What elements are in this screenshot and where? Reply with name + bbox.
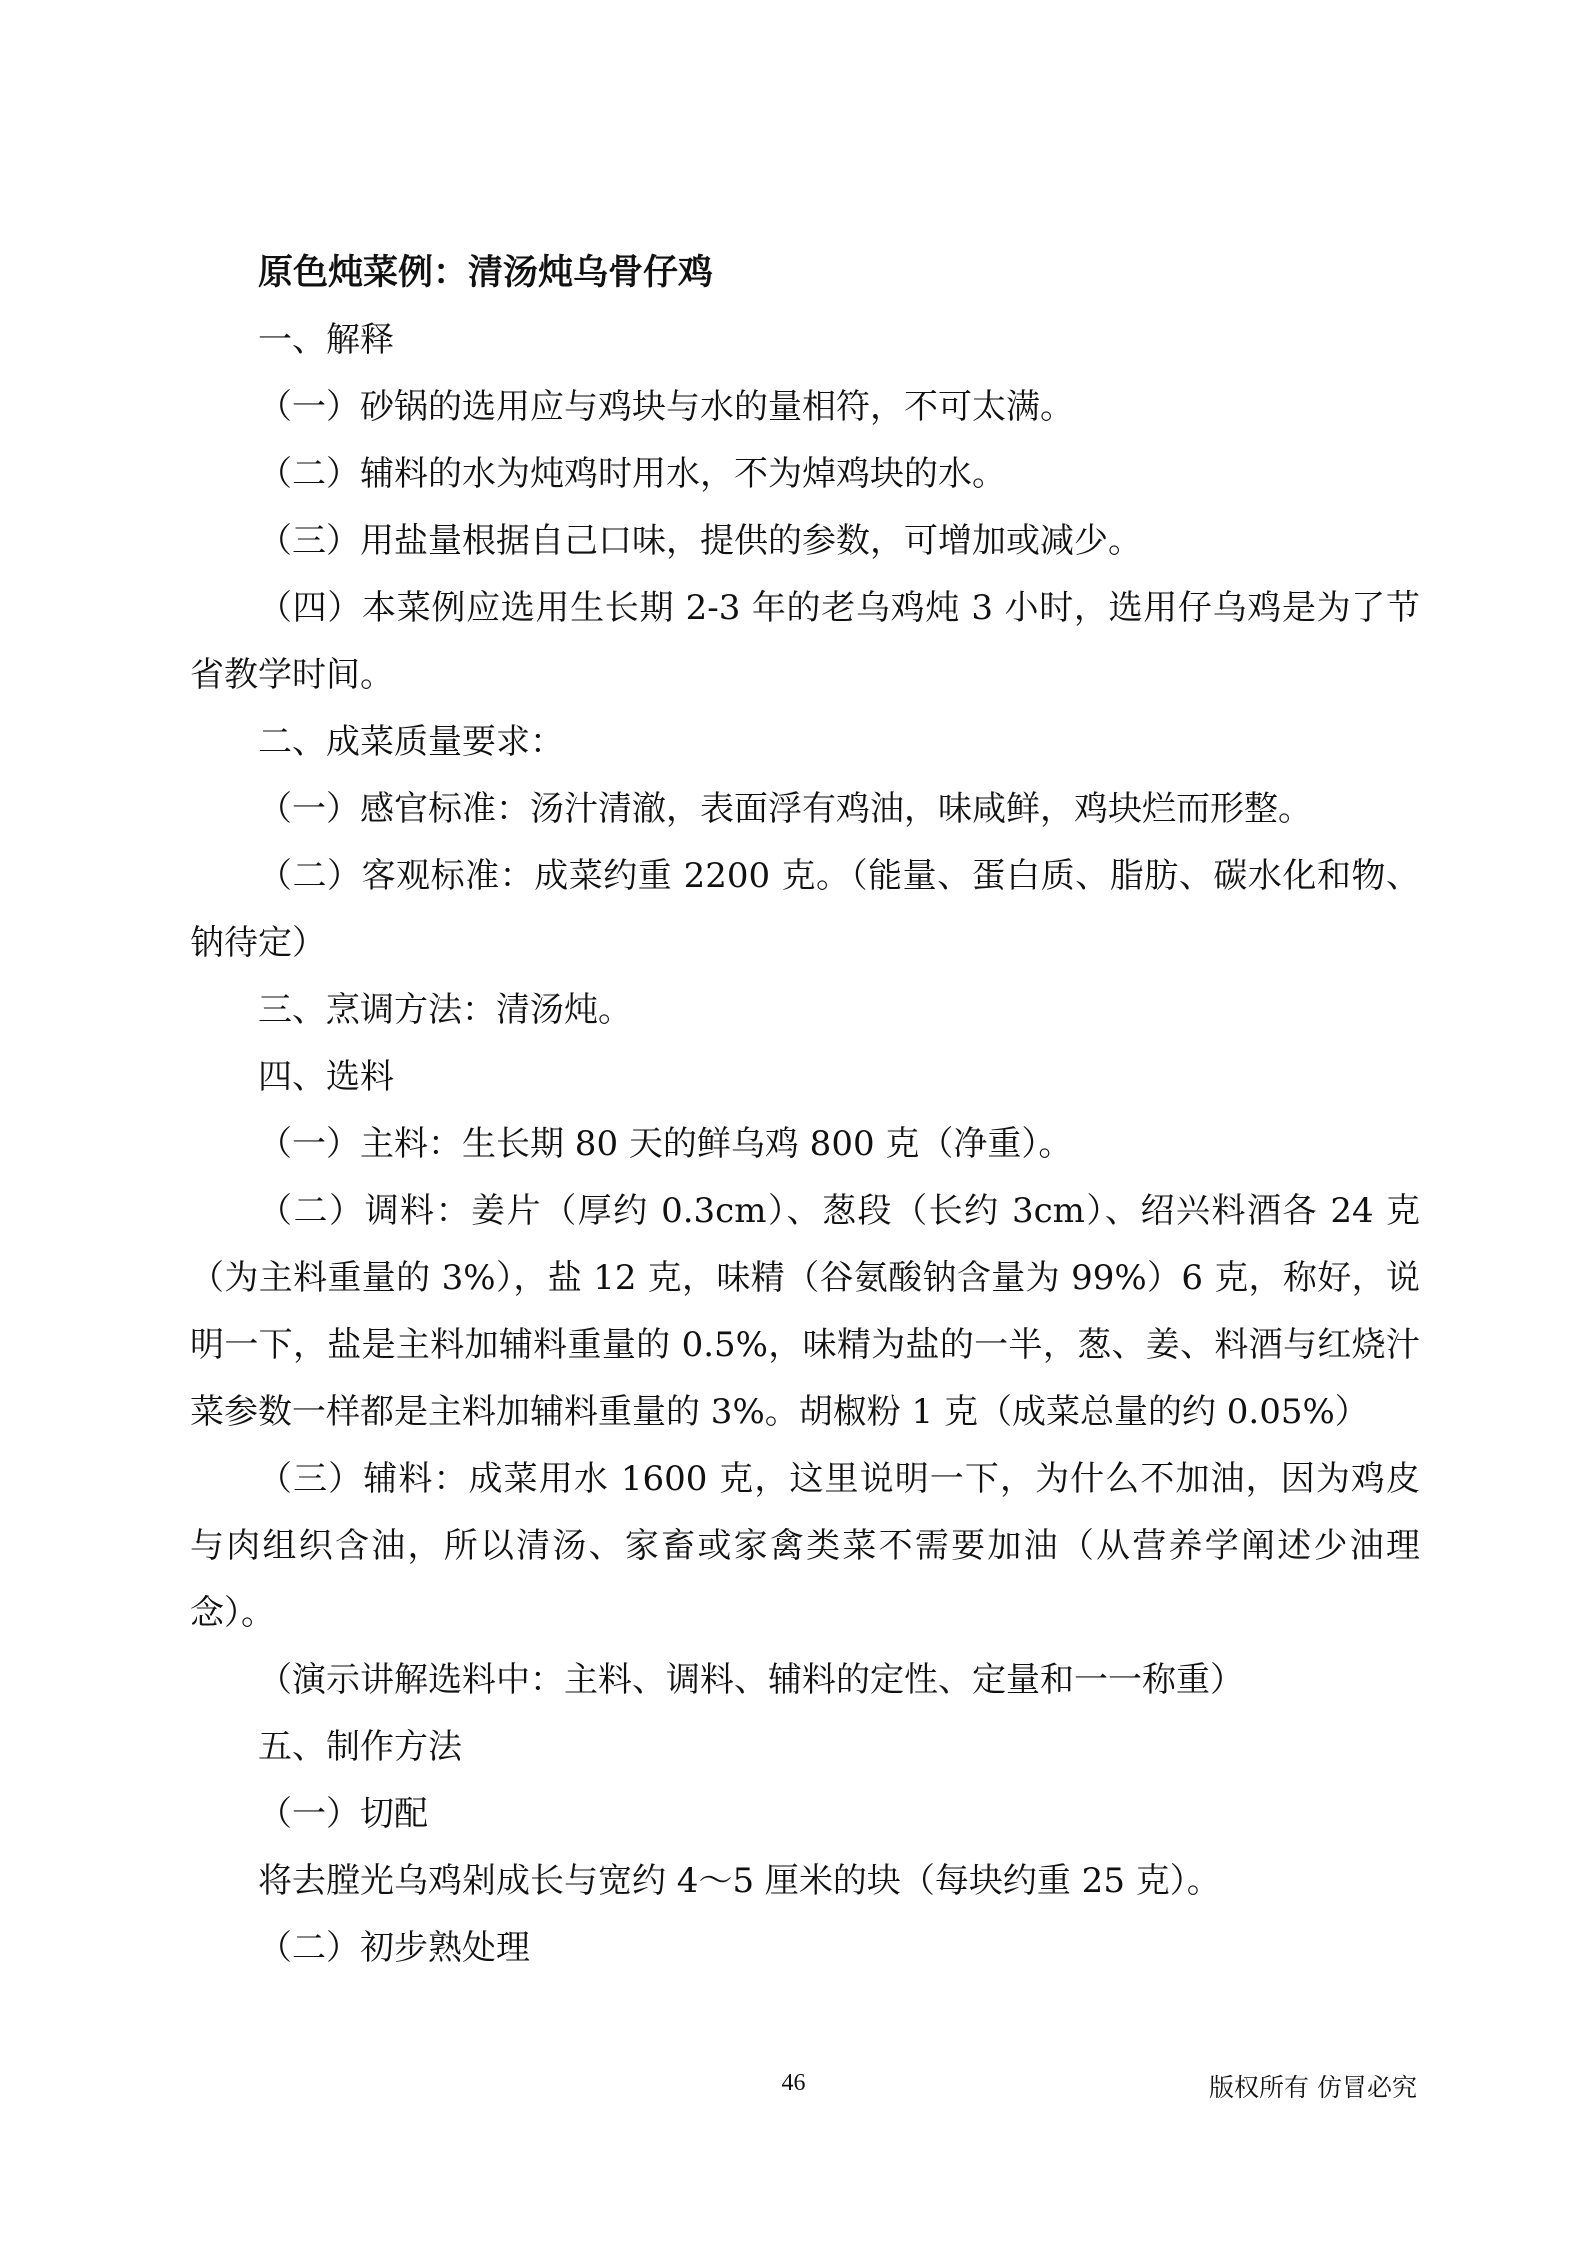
page-number: 46: [781, 2070, 806, 2096]
copyright-notice: 版权所有 仿冒必究: [1209, 2073, 1417, 2102]
paragraph: （一）感官标准：汤汁清澈，表面浮有鸡油，味咸鲜，鸡块烂而形整。: [258, 789, 1312, 829]
section-title: 原色炖菜例：清汤炖乌骨仔鸡: [258, 253, 714, 293]
paragraph: （演示讲解选料中：主料、调料、辅料的定性、定量和一一称重）: [258, 1660, 1244, 1700]
paragraph: （二）辅料的水为炖鸡时用水，不为焯鸡块的水。: [258, 454, 1006, 494]
paragraph: （一）主料：生长期 80 天的鲜乌鸡 800 克（净重）。: [258, 1124, 1073, 1164]
paragraph: 二、成菜质量要求：: [258, 722, 564, 762]
paragraph: （三）用盐量根据自己口味，提供的参数，可增加或减少。: [258, 521, 1142, 561]
paragraph: （一）砂锅的选用应与鸡块与水的量相符，不可太满。: [258, 387, 1074, 427]
paragraph: （四）本菜例应选用生长期 2-3 年的老乌鸡炖 3 小时，选用仔乌鸡是为了节省教学时间。: [190, 588, 1420, 695]
paragraph: （二）调料：姜片（厚约 0.3cm）、葱段（长约 3cm）、绍兴料酒各 24 克（为主料重量的 3%），盐 12 克，味精（谷氨酸钠含量为 99%）6 克，称好，说明一下，盐是主料加辅料重量的 0.5%，味精为盐的一半，葱、姜、料酒与红烧汁菜参数一样都是主料加辅料重量的 3%。胡椒粉 1 克（成菜总量的约 0.05%）: [190, 1191, 1420, 1432]
paragraph: （二）客观标准：成菜约重 2200 克。（能量、蛋白质、脂肪、碳水化和物、钠待定）: [190, 856, 1420, 963]
paragraph: （一）切配: [258, 1794, 428, 1834]
paragraph: 三、烹调方法：清汤炖。: [258, 990, 632, 1030]
paragraph: 将去膛光乌鸡剁成长与宽约 4～5 厘米的块（每块约重 25 克）。: [258, 1861, 1221, 1901]
paragraph: （二）初步熟处理: [258, 1928, 530, 1968]
document-body: [190, 240, 1420, 1982]
paragraph: 五、制作方法: [258, 1727, 462, 1767]
paragraph: 四、选料: [258, 1057, 394, 1097]
paragraph: 一、解释: [258, 320, 394, 360]
paragraph: （三）辅料：成菜用水 1600 克，这里说明一下，为什么不加油，因为鸡皮与肉组织含油，所以清汤、家畜或家禽类菜不需要加油（从营养学阐述少油理念）。: [190, 1459, 1420, 1633]
